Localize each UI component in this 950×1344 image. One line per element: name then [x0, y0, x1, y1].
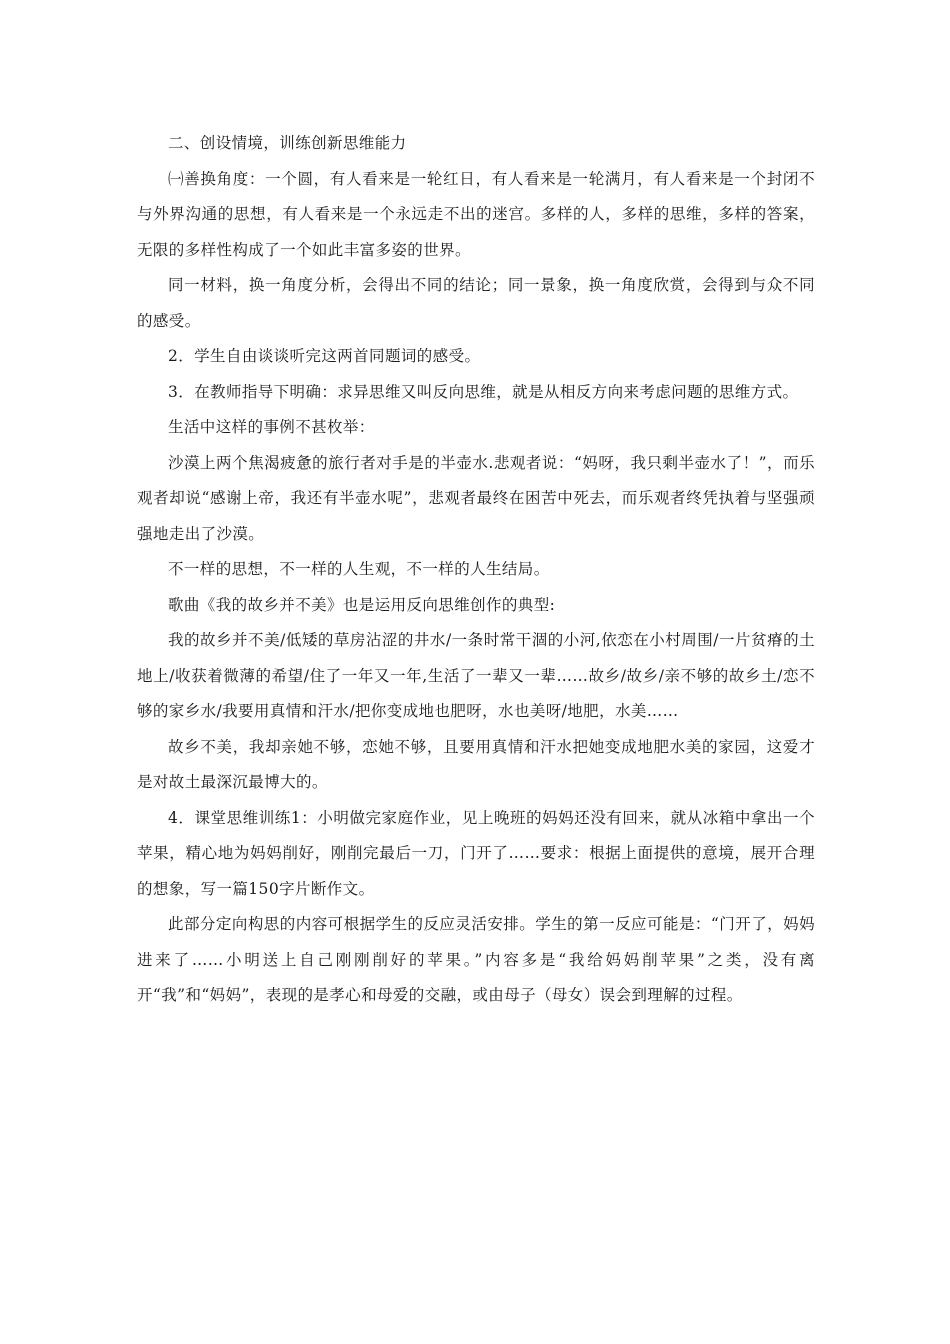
- paragraph-desert-story: 沙漠上两个焦渴疲惫的旅行者对手是的半壶水.悲观者说：“妈呀，我只剩半壶水了！”，而乐观者却说“感谢上帝，我还有半壶水呢”，悲观者最终在困苦中死去，而乐观者终凭执着与坚强顽强地走出了沙漠。: [137, 453, 815, 543]
- paragraph-song-lyrics: 我的故乡并不美/低矮的草房沾涩的井水/一条时常干涸的小河,依恋在小村周围/一片贫瘠的土地上/收获着微薄的希望/住了一年又一年,生活了一辈又一辈……故乡/故乡/亲不够的故乡土/恋不够的家乡水/我要用真情和汗水/把你变成地也肥呀，水也美呀/地肥，水美……: [137, 631, 815, 720]
- paragraph-perspective: ㈠善换角度：一个圆，有人看来是一轮红日，有人看来是一轮满月，有人看来是一个封闭不与外界沟通的思想，有人看来是一个永远走不出的迷宫。多样的人，多样的思维，多样的答案，无限的多样性构成了一个如此丰富多姿的世界。: [137, 169, 815, 259]
- paragraph-different-thoughts: 不一样的思想，不一样的人生观，不一样的人生结局。: [168, 560, 550, 578]
- paragraph-same-material: 同一材料，换一角度分析，会得出不同的结论；同一景象，换一角度欣赏，会得到与众不同的感受。: [137, 276, 815, 330]
- paragraph-song-intro: 歌曲《我的故乡并不美》也是运用反向思维创作的典型:: [168, 595, 556, 614]
- paragraph-item-2: 2．学生自由谈谈听完这两首同题词的感受。: [168, 347, 481, 365]
- section-heading: 二、创设情境，训练创新思维能力: [168, 134, 407, 152]
- paragraph-conception: 此部分定向构思的内容可根据学生的反应灵活安排。学生的第一反应可能是：“门开了，妈妈进来了……小明送上自己刚刚削好的苹果。”内容多是“我给妈妈削苹果”之类，没有离开“我”和“妈妈”，表现的是孝心和母爱的交融，或由母子（母女）误会到理解的过程。: [137, 915, 815, 1004]
- paragraph-item-3: 3．在教师指导下明确：求异思维又叫反向思维，就是从相反方向来考虑问题的思维方式。: [168, 382, 799, 401]
- document-page: [137, 126, 815, 1014]
- paragraph-examples-intro: 生活中这样的事例不甚枚举：: [168, 418, 375, 436]
- paragraph-hometown-love: 故乡不美，我却亲她不够，恋她不够，且要用真情和汗水把她变成地肥水美的家园，这爱才是对故土最深沉最博大的。: [137, 737, 815, 791]
- paragraph-item-4: 4．课堂思维训练1：小明做完家庭作业，见上晚班的妈妈还没有回来，就从冰箱中拿出一个苹果，精心地为妈妈削好，刚削完最后一刀，门开了……要求：根据上面提供的意境，展开合理的想象，写一篇150字片断作文。: [137, 808, 815, 898]
